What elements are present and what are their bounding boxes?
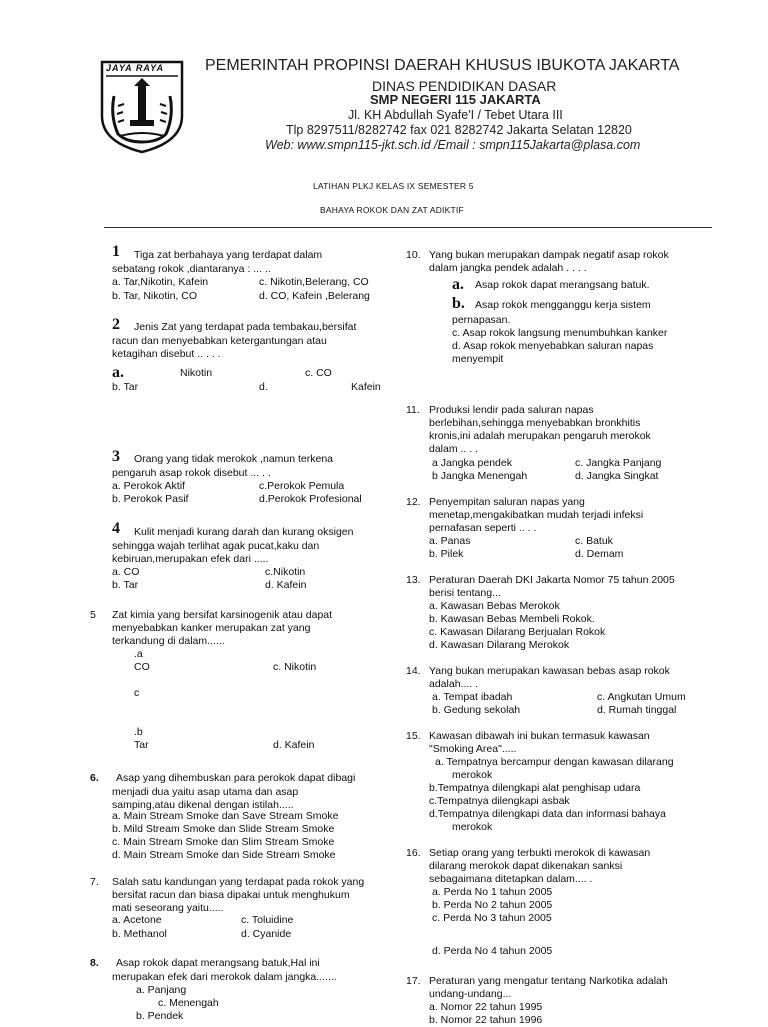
subtitle-exercise: LATIHAN PLKJ KELAS IX SEMESTER 5 <box>313 181 474 191</box>
question-text: berisi tentang... <box>429 587 501 599</box>
question-text: Yang bukan merupakan kawasan bebas asap rokok <box>429 665 670 677</box>
option-d: d. Cyanide <box>241 928 292 940</box>
option-a: a. Panjang <box>136 984 187 996</box>
question-number: 7. <box>90 876 99 888</box>
question-text: Produksi lendir pada saluran napas <box>429 404 594 416</box>
question-text: Kawasan dibawah ini bukan termasuk kawasan <box>429 730 650 742</box>
option-a: a. Tar,Nikotin, Kafein <box>112 276 209 288</box>
question-text: Kulit menjadi kurang darah dan kurang oksigen <box>134 526 354 538</box>
option-c: c. Batuk <box>575 535 613 547</box>
option-c: c. Kawasan Dilarang Berjualan Rokok <box>429 626 606 638</box>
option-c: c.Nikotin <box>265 566 306 578</box>
option-b: b.Tempatnya dilengkapi alat penghisap udara <box>429 782 641 794</box>
question-text: Peraturan yang mengatur tentang Narkotika adalah <box>429 975 668 987</box>
question-text: Jenis Zat yang terdapat pada tembakau,bersifat <box>134 321 357 333</box>
question-text: menetap,mengakibatkan mudah terjadi infeksi <box>429 509 644 521</box>
option-b: b. Tar <box>112 579 139 591</box>
option-a: a. Acetone <box>112 914 162 926</box>
option-a-letter: .a <box>134 648 143 660</box>
question-number: 3 <box>112 448 120 465</box>
option-c: c. Perda No 3 tahun 2005 <box>432 912 552 924</box>
option-b: b. Tar <box>112 381 139 393</box>
header-line-5: Tlp 8297511/8282742 fax 021 8282742 Jakarta Selatan 12820 <box>286 123 632 137</box>
header-divider <box>104 227 712 228</box>
option-c: c. CO <box>305 367 332 379</box>
option-d: d. Main Stream Smoke dan Side Stream Smoke <box>112 849 336 861</box>
question-number: 10. <box>406 249 421 261</box>
logo-text: JAYA RAYA <box>106 63 165 73</box>
question-text: Asap rokok dapat merangsang batuk,Hal ini <box>116 957 320 969</box>
question-text: terkandung di dalam...... <box>112 635 225 647</box>
option-b-letter: .b <box>134 726 143 738</box>
option-c: c.Perokok Pemula <box>259 480 345 492</box>
option-b: b. Gedung sekolah <box>432 704 521 716</box>
question-text: dalam jangka pendek adalah . . . . <box>429 262 587 274</box>
option-a: a. Panas <box>429 535 471 547</box>
question-text: samping,atau dikenal dengan istilah..... <box>112 799 294 811</box>
option-d: d. Perda No 4 tahun 2005 <box>432 945 553 957</box>
option-a: Asap rokok dapat merangsang batuk. <box>475 279 650 291</box>
option-c: c. Jangka Panjang <box>575 457 662 469</box>
question-text: Peraturan Daerah DKI Jakarta Nomor 75 tahun 2005 <box>429 574 675 586</box>
question-text: sebatang rokok ,diantaranya : ... .. <box>112 263 271 275</box>
option-a: a. Kawasan Bebas Merokok <box>429 600 560 612</box>
option-b-cont: pernapasan. <box>452 314 511 326</box>
option-c: c. Nikotin <box>273 661 317 673</box>
option-b: Tar <box>134 739 149 751</box>
option-d: d.Perokok Profesional <box>259 493 362 505</box>
question-text: pengaruh asap rokok disebut ... . . <box>112 467 271 479</box>
option-a: CO <box>134 661 150 673</box>
option-c: c. Nikotin,Belerang, CO <box>259 276 369 288</box>
question-text: sehingga wajah terlihat agak pucat,kaku dan <box>112 540 320 552</box>
question-text: kebiruan,merupakan efek dari ..... <box>112 553 269 565</box>
question-text: kronis,ini adalah merupakan pengaruh merokok <box>429 430 651 442</box>
question-number: 6. <box>90 772 99 784</box>
option-a-cont: merokok <box>452 769 493 781</box>
option-a-letter: a. <box>452 276 464 293</box>
option-b: Asap rokok mengganggu kerja sistem <box>475 299 651 311</box>
option-b: b. Nomor 22 tahun 1996 <box>429 1014 543 1026</box>
question-text: racun dan menyebabkan ketergantungan atau <box>112 335 327 347</box>
question-text: "Smoking Area"..... <box>429 743 517 755</box>
question-text: undang-undang... <box>429 988 512 1000</box>
header-line-3: SMP NEGERI 115 JAKARTA <box>370 92 541 107</box>
question-text: Zat kimia yang bersifat karsinogenik atau dapat <box>112 609 333 621</box>
option-b: b. Mild Stream Smoke dan Slide Stream Smoke <box>112 823 335 835</box>
option-b-letter: b. <box>452 295 465 312</box>
question-text: bersifat racun dan biasa dipakai untuk menghukum <box>112 889 350 901</box>
option-c: c.Tempatnya dilengkapi asbak <box>429 795 570 807</box>
option-d: d. Jangka Singkat <box>575 470 659 482</box>
option-c-letter: c <box>134 687 140 699</box>
question-text: pernafasan seperti .. . . <box>429 522 537 534</box>
option-c: c. Menengah <box>158 997 219 1009</box>
option-d: d. Asap rokok menyebabkan saluran napas <box>452 340 654 352</box>
option-b: b. Perda No 2 tahun 2005 <box>432 899 553 911</box>
option-c: c. Asap rokok langsung menumbuhkan kanker <box>452 327 668 339</box>
option-d: d. Kawasan Dilarang Merokok <box>429 639 570 651</box>
option-d: d. Demam <box>575 548 624 560</box>
option-a-letter: a. <box>112 364 124 381</box>
option-b: b. Pendek <box>136 1010 184 1022</box>
option-b: b. Tar, Nikotin, CO <box>112 290 198 302</box>
option-a: a. Perda No 1 tahun 2005 <box>432 886 553 898</box>
question-text: Yang bukan merupakan dampak negatif asap rokok <box>429 249 669 261</box>
question-text: ketagihan disebut .. . . . <box>112 348 221 360</box>
option-a: a. CO <box>112 566 140 578</box>
option-a: a. Nomor 22 tahun 1995 <box>429 1001 543 1013</box>
option-a: a. Tempatnya bercampur dengan kawasan dilarang <box>435 756 674 768</box>
option-a: Nikotin <box>180 367 213 379</box>
option-d: d. Rumah tinggal <box>597 704 677 716</box>
question-text: adalah.... . <box>429 678 479 690</box>
option-b: b. Methanol <box>112 928 167 940</box>
question-text: dilarang merokok dapat dikenakan sanksi <box>429 860 623 872</box>
question-text: Tiga zat berbahaya yang terdapat dalam <box>134 249 323 261</box>
question-text: menjadi dua yaitu asap utama dan asap <box>112 786 299 798</box>
question-text: mati seseorang yaitu..... <box>112 902 224 914</box>
header-line-2: DINAS PENDIDIKAN DASAR <box>372 78 557 94</box>
header-line-1: PEMERINTAH PROPINSI DAERAH KHUSUS IBUKOTA JAKARTA <box>205 57 680 74</box>
option-d: d. CO, Kafein ,Belerang <box>259 290 370 302</box>
question-number: 13. <box>406 574 421 586</box>
option-a: a. Perokok Aktif <box>112 480 185 492</box>
header-line-4: Jl. KH Abdullah Syafe'I / Tebet Utara III <box>348 108 563 122</box>
option-d-letter: d. <box>259 381 268 393</box>
question-number: 4 <box>112 520 120 537</box>
option-a: a. Main Stream Smoke dan Save Stream Smoke <box>112 810 339 822</box>
question-text: Salah satu kandungan yang terdapat pada rokok yang <box>112 876 365 888</box>
option-d-cont: menyempit <box>452 353 504 365</box>
subtitle-topic: BAHAYA ROKOK DAN ZAT ADIKTIF <box>320 205 464 215</box>
question-number: 17. <box>406 975 421 987</box>
option-a: a. Tempat ibadah <box>432 691 513 703</box>
question-number: 12. <box>406 496 421 508</box>
question-text: dalam .. . . <box>429 443 479 455</box>
question-text: Penyempitan saluran napas yang <box>429 496 585 508</box>
option-d: Kafein <box>351 381 381 393</box>
question-text: menyebabkan kanker merupakan zat yang <box>112 622 311 634</box>
option-b: b. Kawasan Bebas Membeli Rokok. <box>429 613 595 625</box>
question-text: merupakan efek dari merokok dalam jangka....... <box>112 971 337 983</box>
option-d-cont: merokok <box>452 821 493 833</box>
option-a: a Jangka pendek <box>432 457 512 469</box>
question-text: berlebihan,sehingga menyebabkan bronkhitis <box>429 417 641 429</box>
question-text: Setiap orang yang terbukti merokok di kawasan <box>429 847 651 859</box>
question-number: 16. <box>406 847 421 859</box>
option-b: b. Perokok Pasif <box>112 493 189 505</box>
question-number: 2 <box>112 316 120 333</box>
option-d: d. Kafein <box>265 579 307 591</box>
option-b: b. Pilek <box>429 548 464 560</box>
question-text: Asap yang dihembuskan para perokok dapat dibagi <box>116 772 356 784</box>
question-number: 11. <box>406 404 420 416</box>
option-c: c. Angkutan Umum <box>597 691 686 703</box>
option-d: d.Tempatnya dilengkapi data dan informasi bahaya <box>429 808 666 820</box>
question-number: 8. <box>90 957 99 969</box>
option-d: d. Kafein <box>273 739 315 751</box>
question-text: sebagaimana ditetapkan dalam.... . <box>429 873 593 885</box>
question-number: 5 <box>90 609 96 621</box>
school-logo <box>96 56 188 156</box>
option-b: b Jangka Menengah <box>432 470 528 482</box>
question-number: 14. <box>406 665 421 677</box>
option-c: c. Main Stream Smoke dan Slim Stream Smoke <box>112 836 335 848</box>
header-line-6: Web: www.smpn115-jkt.sch.id /Email : smpn115Jakarta@plasa.com <box>265 138 641 152</box>
question-number: 1 <box>112 243 120 260</box>
option-c: c. Toluidine <box>241 914 294 926</box>
question-number: 15. <box>406 730 421 742</box>
question-text: Orang yang tidak merokok ,namun terkena <box>134 453 334 465</box>
